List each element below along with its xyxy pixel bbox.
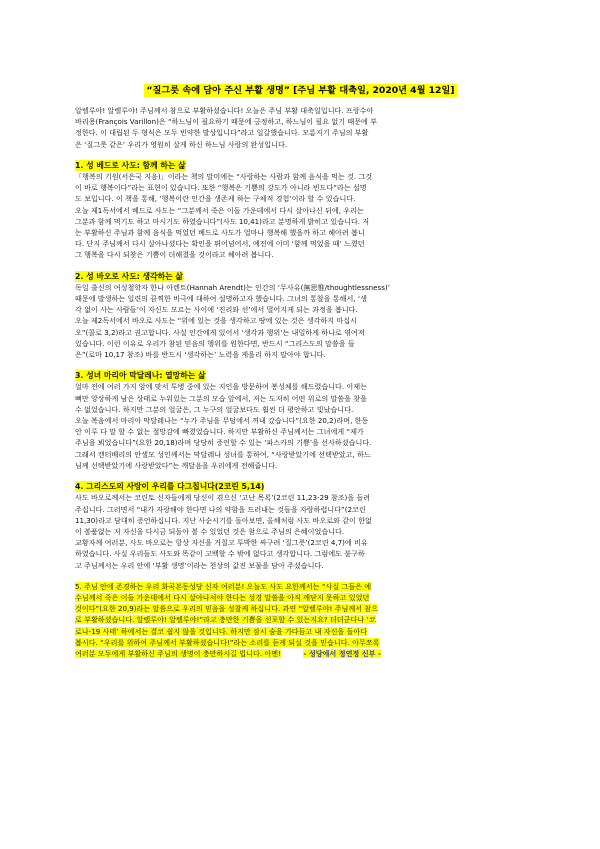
closing-line: 5. 주님 안에 존경하는 우리 화곡본동성당 신자 여러분! 오늘도 사도 요한께서는 “사실 그들은 예 (75, 581, 372, 591)
body-line: 있습니다. 이런 이유로 우리가 참된 믿음의 행위를 원한다면, 반드시 “그리스도의 말씀을 들 (75, 338, 355, 348)
body-line: 그래서 캔터베리의 안셀모 성인께서는 막달레나 성녀를 통하여, “사랑받았기에 선택받았고, 하느 (75, 449, 371, 459)
title-block (75, 84, 526, 97)
body-line: 때문에 발생하는 일련의 끔찍한 비극에 대하여 설명하고자 했습니다. 그녀의 통찰을 통해서, ‘생 (75, 294, 367, 304)
body-line: 11,30)라고 담대히 증언하십니다. 지난 사순시기를 돌아보면, 올해처럼 사도 바오로와 같이 한없 (75, 515, 372, 525)
intro-line: 바리용(François Varillon)은 “하느님이 필요하기 때문에 긍정하고, 하느님이 필요 없기 때문에 부 (75, 117, 377, 127)
document-title: “질그릇 속에 담아 주신 부활 생명” [주님 부활 대축일, 2020년 4월 12일] (146, 85, 455, 96)
body-line: 안 이루 다 말 할 수 없는 절망감에 빠졌었습니다. 하지만 부활하신 주님께서는 그녀에게 “제가 (75, 427, 364, 437)
intro-line: 은 ‘질그릇 같은’ 우리가 영원히 살게 하신 하느님 사랑의 완성입니다. (75, 139, 288, 149)
section-1 (75, 160, 526, 261)
body-line: 님께 선택받았기에 사랑받았다”는 깨달음을 우리에게 전해줍니다. (75, 460, 278, 470)
intro-paragraph (75, 105, 526, 150)
body-line: 는 부활하신 주님과 함께 음식을 먹었던 베드로 사도가 얼마나 행복해 했을까 하고 헤아려 봅니 (75, 228, 365, 238)
section-heading: 1. 성 베드로 사도: 함께 하는 삶 (75, 160, 186, 170)
body-line: 「행복의 기원(서은국 지음)」이라는 책의 말미에는 “사랑하는 사람과 함께 음식을 먹는 것. 그것 (75, 172, 373, 182)
body-line: 오늘 복음에서 마리아 막달레나는 “누가 주님을 무덤에서 꺼내 갔습니다”(요한 20,2)라며, 한동 (75, 416, 369, 426)
body-line: 그 행복을 다시 되찾은 기쁨이 더해졌을 것이라고 헤아려 봅니다. (75, 250, 274, 260)
body-line: 수 없었습니다. 하지만 그분의 얼굴은, 그 누구의 얼굴보다도 훨씬 더 평안하고 빛났습니다. (75, 404, 354, 414)
closing-line: 것이다”(요한 20,9)라는 말씀으로 우리의 믿음을 성찰케 하십니다. 과연 “알렐루야! 주님께서 참으 (75, 604, 379, 614)
body-line: 다. 단지 주님께서 다시 살아나셨다는 확인을 뛰어넘어서, 예전에 이미 ‘함께 먹었을 때’ 느꼈던 (75, 239, 365, 249)
closing-line: 로나-19 사태’ 하에서는 결코 쉽지 않을 것입니다. 하지만 잠시 숨을 가다듬고 내 자신을 돌아다 (75, 626, 368, 636)
body-line: 뼈만 앙상하게 남은 상태로 누워있는 그분의 모습 앞에서, 저는 도저히 어떤 위로의 말씀을 찾을 (75, 393, 367, 403)
body-line: 오”(콜로 3,2)라고 권고합니다. 사실 인간에게 있어서 ‘생각과 행위’는 내밀하게 하나로 엮여져 (75, 327, 365, 337)
body-line: 얼마 전에 여러 가지 암에 맞서 투병 중에 있는 지인을 방문하여 봉성체를 해드렸습니다. 이제는 (75, 382, 367, 392)
body-line: 주님을 뵈었습니다”(요한 20,18)라며 당당히 증언할 수 있는 ‘파스카의 기쁨’을 선사하셨습니다. (75, 438, 372, 448)
closing-line: 여러분 모두에게 부활하신 주님의 생명이 충만하시길 빕니다. 아멘! - 성당에서 정연정 신부 - (75, 648, 381, 658)
body-line: 은”(로마 10,17 참조) 바를 반드시 ‘생각하는’ 노력을 게을리 하지 말아야 합니다. (75, 350, 326, 360)
body-line: 고 주님께서는 우리 안에 ‘부활 생명’이라는 천상의 값진 보물을 담아 주셨습니다. (75, 560, 324, 570)
body-line: 교황자께 여러분, 사도 바오로는 항상 자신을 거칠고 투박한 싸구려 ‘질그릇’(2코린 4,7)에 비유 (75, 538, 368, 548)
body-line: 오늘 제2독서에서 바오로 사도는 “위에 있는 것을 생각하고 땅에 있는 것은 생각하지 마십시 (75, 316, 357, 326)
section-heading: 4. 그리스도의 사랑이 우리를 다그칩니다(2코린 5,14) (75, 482, 265, 492)
body-line: 오늘 제1독서에서 베드로 사도는 “그분께서 죽은 이들 가운데에서 다시 살아나신 뒤에, 우리는 (75, 205, 364, 215)
closing-line: 로 부활하셨습니다. 알렐루야! 알렐루야!”라고 충만한 기쁨을 선포할 수 있는지요? 더더군다나 ‘코 (75, 615, 376, 625)
body-line: 각 없이 사는 사람들’이 자신도 모르는 사이에 ‘진리와 선’에서 멀어지게 되는 과정을 봅니다. (75, 305, 358, 315)
body-line: 하였습니다. 사실 우리들도 사도와 똑같이 고백할 수 밖에 없다고 생각합니다. 그럼에도 불구하 (75, 549, 365, 559)
body-line: 그분과 함께 먹기도 하고 마시기도 하였습니다”(사도 10,41)라고 분명하게 밝히고 있습니다. 저 (75, 216, 370, 226)
body-line: 이 바로 행복이다”라는 표현이 있습니다. 또한 “행복은 기쁨의 강도가 아니라 빈도다”라는 설명 (75, 183, 367, 193)
body-line: 주십니다. 그러면서 “내가 자랑해야 한다면 나의 약함을 드러내는 것들을 자랑하렵니다”(2코린 (75, 504, 366, 514)
body-line: 독일 출신의 여성철학자 한나 아렌트(Hannah Arendt)는 인간의 ‘무사유(無思惟/thoughtlessness)’ (75, 282, 390, 292)
body-line: 이 볼품없는 저 자신을 다시금 되돌아 볼 수 있었던 것은 참으로 주님의 은혜이었습니다. (75, 526, 345, 536)
signature: - 성당에서 정연정 신부 - (303, 648, 381, 658)
document-page (75, 84, 526, 659)
closing-line: 봅시다. “우리를 위하여 주님께서 부활하셨습니다!”라는 소리를 듣게 되실 것을 믿습니다. 아무쪼록 (75, 637, 380, 647)
section-heading: 2. 성 바오로 사도: 생각하는 삶 (75, 271, 183, 281)
body-line: 사도 바오로께서는 코린토 신자들에게 당신이 겪으신 ‘고난 목록’(2코린 11,23-29 참조)을 들려 (75, 493, 371, 503)
section-4 (75, 481, 526, 571)
closing-line: 수님께서 죽은 이들 가운데에서 다시 살아나셔야 한다는 성경 말씀을 아직 깨닫지 못하고 있었던 (75, 592, 370, 602)
intro-line: 정한다. 이 대립된 두 형식은 모두 빈약한 발상입니다”라고 일갈했습니다. 모름지기 주님의 부활 (75, 128, 369, 138)
section-2 (75, 271, 526, 361)
intro-line: 알렐루야! 알렐루야! 주님께서 참으로 부활하셨습니다! 오늘은 주님 부활 대축일입니다. 프랑수아 (75, 106, 374, 115)
section-3 (75, 370, 526, 471)
closing-paragraph (75, 581, 526, 659)
section-heading: 3. 성녀 마리아 막달레나: 열망하는 삶 (75, 371, 206, 381)
body-line: 도 보입니다. 이 책을 통해, ‘행복이란 인간을 생존케 하는 구체적 경험’이라 할 수 있습니다. (75, 194, 356, 204)
